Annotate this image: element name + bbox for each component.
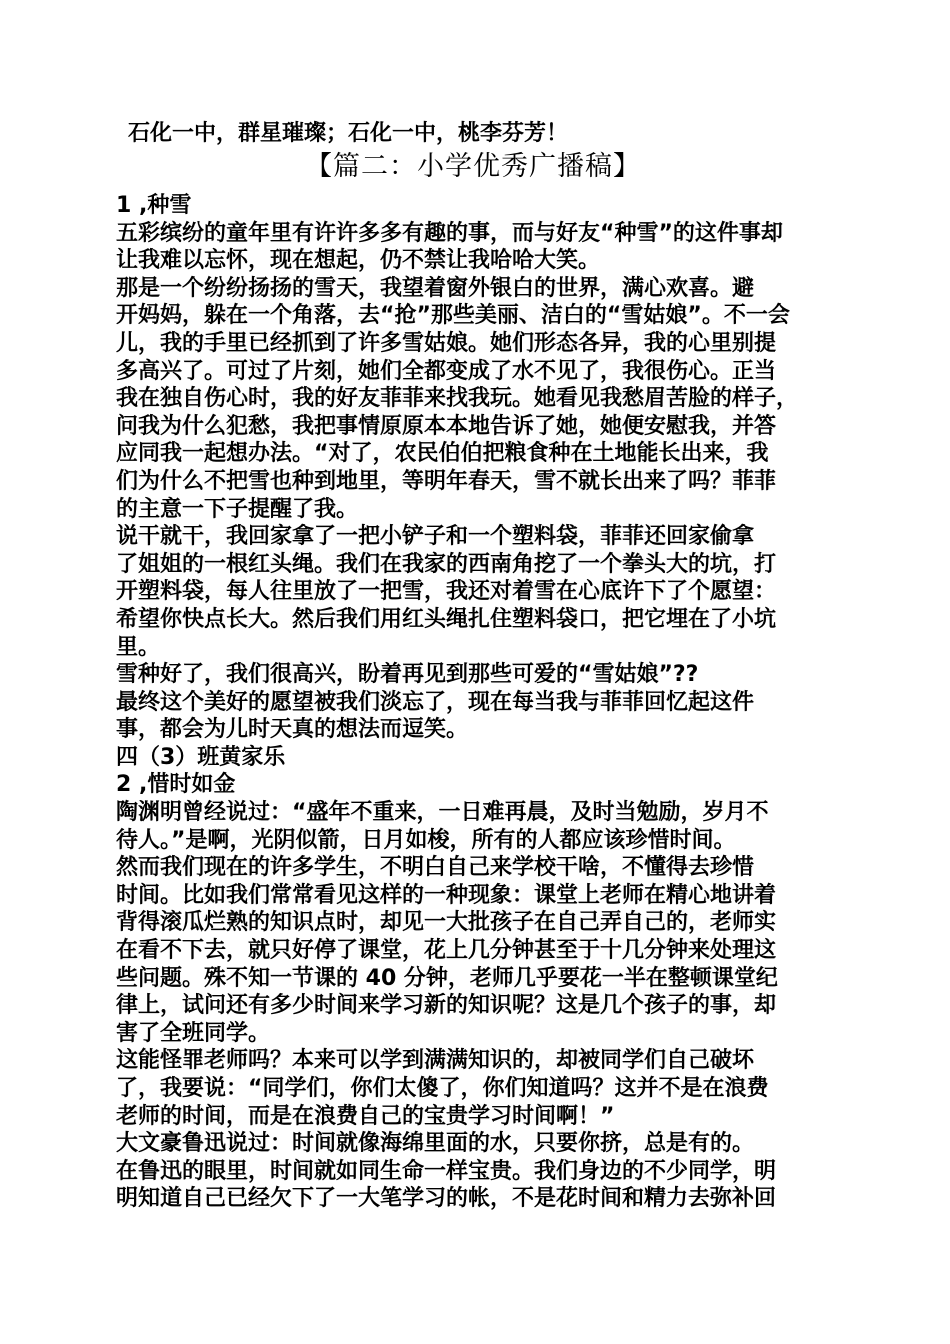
section-heading: 【篇二：小学优秀广播稿】	[305, 151, 641, 182]
text-line: 儿，我的手里已经抓到了许多雪姑娘。她们形态各异，我的心里别提	[116, 330, 777, 356]
text-line: 们为什么不把雪也种到地里，等明年春天，雪不就长出来了吗？菲菲	[116, 468, 777, 494]
text-line: 然而我们现在的许多学生，不明白自己来学校干啥，不懂得去珍惜	[116, 855, 755, 881]
text-line: 五彩缤纷的童年里有许许多多有趣的事，而与好友“种雪”的这件事却	[116, 220, 783, 246]
text-line: 律上，试问还有多少时间来学习新的知识呢？这是几个孩子的事，却	[116, 993, 777, 1019]
text-line: 多高兴了。可过了片刻，她们全都变成了水不见了，我很伤心。正当	[116, 358, 777, 384]
text-line: 大文豪鲁迅说过：时间就像海绵里面的水，只要你挤，总是有的。	[116, 1131, 755, 1157]
text-line: 开塑料袋，每人往里放了一把雪，我还对着雪在心底许下了个愿望：	[116, 579, 777, 605]
text-line: 背得滚瓜烂熟的知识点时，却见一大批孩子在自己弄自己的，老师实	[116, 910, 777, 936]
text-line: 事，都会为儿时天真的想法而逗笑。	[116, 717, 469, 743]
article-body	[116, 192, 856, 1213]
text-line: 的主意一下子提醒了我。	[116, 496, 359, 522]
text-line: 在看不下去，就只好停了课堂，花上几分钟甚至于十几分钟来处理这	[116, 938, 777, 964]
text-line: 希望你快点长大。然后我们用红头绳扎住塑料袋口，把它埋在了小坑	[116, 606, 777, 632]
text-line: 些问题。殊不知一节课的 40 分钟，老师几乎要花一半在整顿课堂纪	[116, 965, 778, 991]
text-line: 时间。比如我们常常看见这样的一种现象：课堂上老师在精心地讲着	[116, 882, 777, 908]
text-line: 问我为什么犯愁，我把事情原原本本地告诉了她，她便安慰我，并答	[116, 413, 777, 439]
text-line: 了姐姐的一根红头绳。我们在我家的西南角挖了一个拳头大的坑，打	[116, 551, 777, 577]
text-line: 老师的时间，而是在浪费自己的宝贵学习时间啊！”	[116, 1103, 615, 1129]
text-line: 说干就干，我回家拿了一把小铲子和一个塑料袋，菲菲还回家偷拿	[116, 524, 755, 550]
text-line: 害了全班同学。	[116, 1020, 271, 1046]
text-line: 明知道自己已经欠下了一大笔学习的帐，不是花时间和精力去弥补回	[116, 1186, 777, 1212]
text-line: 里。	[116, 634, 161, 660]
text-line: 2 ,惜时如金	[116, 772, 236, 798]
school-motto: 石化一中，群星璀璨；石化一中，桃李芬芳！	[128, 121, 569, 146]
text-line: 了，我要说：“同学们，你们太傻了，你们知道吗？这并不是在浪费	[116, 1076, 769, 1101]
text-line: 应同我一起想办法。“对了，农民伯伯把粮食种在土地能长出来，我	[116, 441, 769, 467]
text-line: 待人。”是啊，光阴似箭，日月如梭，所有的人都应该珍惜时间。	[116, 827, 736, 853]
text-line: 1 ,种雪	[116, 193, 192, 218]
text-line: 在鲁迅的眼里，时间就如同生命一样宝贵。我们身边的不少同学，明	[116, 1158, 777, 1184]
text-line: 这能怪罪老师吗？本来可以学到满满知识的，却被同学们自己破坏	[116, 1048, 755, 1074]
text-line: 让我难以忘怀，现在想起，仍不禁让我哈哈大笑。	[116, 248, 601, 274]
text-line: 最终这个美好的愿望被我们淡忘了，现在每当我与菲菲回忆起这件	[116, 689, 755, 715]
text-line: 开妈妈，躲在一个角落，去“抢”那些美丽、洁白的“雪姑娘”。不一会	[116, 303, 790, 329]
text-line: 那是一个纷纷扬扬的雪天，我望着窗外银白的世界，满心欢喜。避	[116, 275, 755, 301]
text-line: 陶渊明曾经说过：“盛年不重来，一日难再晨，及时当勉励，岁月不	[116, 800, 769, 826]
text-line: 我在独自伤心时，我的好友菲菲来找我玩。她看见我愁眉苦脸的样子，	[116, 386, 799, 412]
text-line: 四（3）班黄家乐	[116, 744, 286, 770]
text-line: 雪种好了，我们很高兴，盼着再见到那些可爱的“雪姑娘”??	[116, 662, 699, 688]
